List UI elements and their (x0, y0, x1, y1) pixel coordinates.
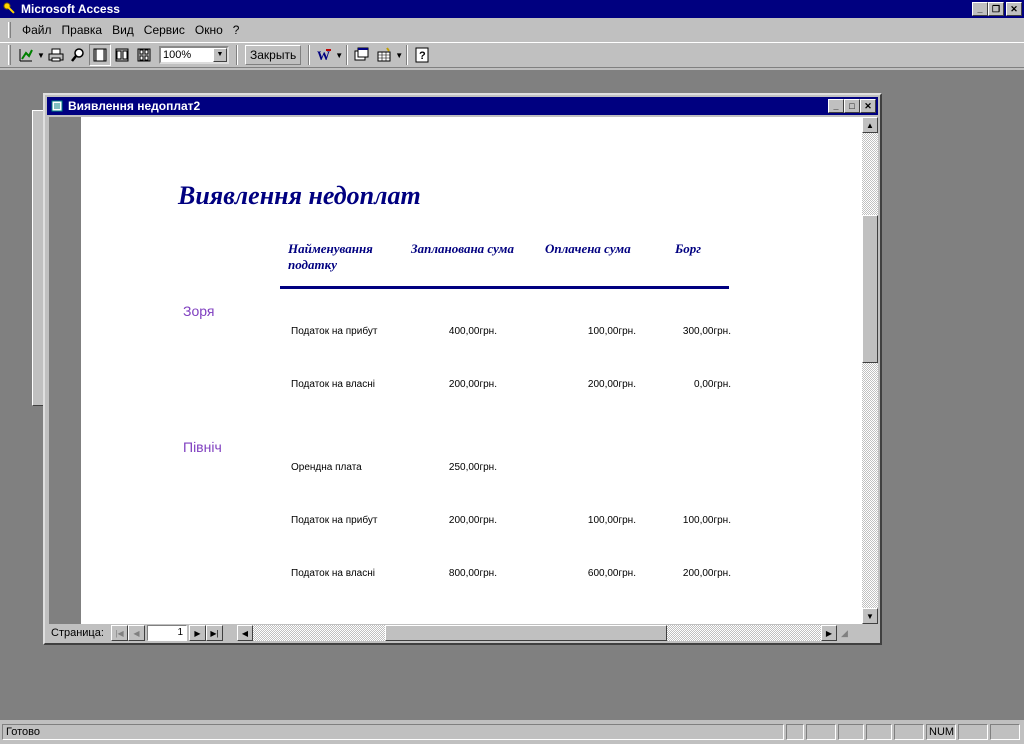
report-page[interactable] (81, 117, 862, 624)
cell-tax: Податок на прибут (291, 326, 378, 337)
cell-debt: 100,00грн. (682, 515, 731, 526)
one-page-icon (93, 48, 107, 62)
restore-icon: ❐ (991, 3, 1001, 14)
toolbar-separator (308, 45, 310, 65)
cell-paid: 100,00грн. (587, 326, 636, 337)
arrow-down-icon: ▼ (866, 611, 874, 621)
chevron-down-icon: ▼ (335, 50, 344, 60)
print-preview-toolbar (0, 42, 1024, 68)
chevron-down-icon[interactable]: ▼ (213, 48, 227, 62)
report-preview-window (43, 93, 882, 645)
view-dropdown[interactable] (37, 51, 45, 60)
maximize-icon: □ (849, 101, 855, 111)
column-header-debt: Борг (675, 241, 702, 256)
report-title: Виявлення недоплат (178, 181, 421, 210)
chevron-down-icon: ▼ (395, 50, 404, 60)
office-links-icon (316, 47, 332, 63)
status-pane (990, 724, 1020, 740)
menu-edit[interactable]: Правка (61, 23, 103, 37)
report-close-button[interactable] (860, 99, 876, 113)
database-window-icon (354, 47, 370, 63)
previous-page-icon: ◀ (133, 628, 140, 638)
scroll-up-button[interactable] (862, 117, 878, 133)
print-icon (48, 47, 64, 63)
toolbar-separator (236, 45, 238, 65)
next-page-button[interactable] (189, 625, 206, 641)
cell-debt: 0,00грн. (694, 379, 731, 390)
column-header-paid: Оплачена сума (545, 241, 631, 256)
record-navigation-bar (49, 624, 878, 642)
previous-page-button[interactable] (128, 625, 145, 641)
cell-planned: 400,00грн. (448, 326, 497, 337)
one-page-button[interactable] (89, 44, 111, 66)
horizontal-scrollbar[interactable] (237, 625, 837, 641)
menu-view[interactable]: Вид (112, 23, 134, 37)
new-object-icon (376, 47, 392, 63)
menu-window[interactable]: Окно (194, 23, 223, 37)
zoom-select[interactable] (159, 46, 229, 64)
status-text: Готово (2, 724, 784, 740)
new-object-button[interactable] (373, 44, 395, 66)
cell-planned: 800,00грн. (448, 568, 497, 579)
chevron-down-icon: ▼ (37, 50, 45, 60)
help-button[interactable] (411, 44, 433, 66)
design-view-icon (18, 47, 34, 63)
status-bar (0, 722, 1024, 742)
arrow-up-icon: ▲ (866, 120, 874, 130)
help-icon (414, 47, 430, 63)
header-underline (280, 286, 729, 289)
status-pane (838, 724, 864, 740)
next-page-icon: ▶ (194, 628, 201, 638)
mdi-workspace (0, 70, 1024, 720)
cell-tax: Податок на власні (291, 379, 375, 390)
zoom-value: 100% (163, 49, 192, 61)
status-pane (958, 724, 988, 740)
app-minimize-button[interactable] (972, 2, 988, 16)
close-preview-button[interactable]: Закрыть (245, 45, 301, 65)
size-grip-icon[interactable]: ◢ (841, 627, 848, 638)
arrow-right-icon: ▶ (825, 628, 833, 638)
status-pane (786, 724, 804, 740)
report-window-title-bar[interactable] (47, 97, 878, 115)
menu-file[interactable]: Файл (22, 23, 52, 37)
report-maximize-button[interactable] (844, 99, 860, 113)
cell-debt: 300,00грн. (682, 326, 731, 337)
office-links-dropdown[interactable] (335, 51, 343, 60)
column-header-tax-name-line1: Найменування (288, 241, 373, 256)
cell-tax: Орендна плата (291, 462, 362, 473)
arrow-left-icon: ◀ (241, 628, 249, 638)
page-label: Страница: (51, 627, 104, 639)
group-header: Північ (183, 439, 222, 455)
last-page-icon: ▶| (210, 628, 219, 638)
vertical-scrollbar[interactable] (862, 117, 878, 624)
app-title-bar (0, 0, 1024, 18)
zoom-icon (70, 47, 86, 63)
multiple-pages-icon (137, 48, 151, 62)
minimize-icon: _ (833, 101, 839, 111)
report-icon (50, 99, 64, 113)
cell-planned: 200,00грн. (448, 515, 497, 526)
database-window-button[interactable] (351, 44, 373, 66)
report-window-title: Виявлення недоплат2 (68, 99, 201, 113)
zoom-button[interactable] (67, 44, 89, 66)
cell-paid: 600,00грн. (587, 568, 636, 579)
first-page-icon: |◀ (115, 628, 124, 638)
app-close-button[interactable] (1006, 2, 1022, 16)
toolbar-separator (346, 45, 348, 65)
app-title: Microsoft Access (21, 2, 120, 16)
column-header-planned: Запланована сума (411, 241, 514, 256)
two-pages-icon (115, 48, 129, 62)
toolbar-grip[interactable] (8, 45, 11, 65)
two-pages-button[interactable] (111, 44, 133, 66)
view-button[interactable] (15, 44, 37, 66)
app-restore-button[interactable] (988, 2, 1004, 16)
status-pane (894, 724, 924, 740)
group-header: Зоря (183, 303, 215, 319)
close-icon: ✕ (1010, 3, 1018, 14)
menu-grip[interactable] (8, 22, 11, 38)
multiple-pages-button[interactable] (133, 44, 155, 66)
menu-help[interactable]: ? (232, 23, 240, 37)
num-lock-indicator: NUM (926, 724, 956, 740)
scroll-right-button[interactable] (821, 625, 837, 641)
status-pane (866, 724, 892, 740)
toolbar-separator (406, 45, 408, 65)
column-header-tax-name-line2: податку (288, 257, 337, 272)
cell-paid: 100,00грн. (587, 515, 636, 526)
cell-tax: Податок на власні (291, 568, 375, 579)
vertical-scroll-thumb[interactable] (862, 215, 878, 363)
new-object-dropdown[interactable] (395, 51, 403, 60)
menu-bar (0, 20, 1024, 40)
cell-tax: Податок на прибут (291, 515, 378, 526)
last-page-button[interactable] (206, 625, 223, 641)
first-page-button[interactable] (111, 625, 128, 641)
horizontal-scroll-thumb[interactable] (385, 625, 667, 641)
status-pane (806, 724, 836, 740)
svg-text:W: W (317, 48, 331, 63)
preview-page-area[interactable] (49, 117, 862, 624)
cell-paid: 200,00грн. (587, 379, 636, 390)
cell-planned: 200,00грн. (448, 379, 497, 390)
access-key-icon (2, 1, 18, 17)
svg-text:?: ? (419, 50, 426, 62)
cell-debt: 200,00грн. (682, 568, 731, 579)
menu-tools[interactable]: Сервис (143, 23, 185, 37)
print-button[interactable] (45, 44, 67, 66)
page-number-input[interactable]: 1 (147, 625, 187, 641)
minimize-icon: _ (977, 4, 983, 14)
cell-planned: 250,00грн. (448, 462, 497, 473)
column-header-tax-name (288, 241, 373, 273)
report-minimize-button[interactable] (828, 99, 844, 113)
close-icon: ✕ (864, 100, 872, 111)
scroll-down-button[interactable] (862, 608, 878, 624)
scroll-left-button[interactable] (237, 625, 253, 641)
office-links-button[interactable] (313, 44, 335, 66)
